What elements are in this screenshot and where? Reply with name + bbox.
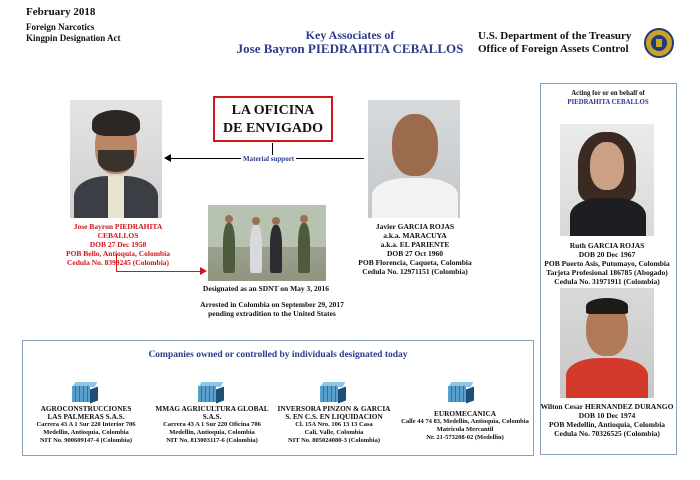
person-dob: DOB 27 Dec 1958 bbox=[89, 240, 147, 249]
date: February 2018 bbox=[26, 6, 96, 18]
figure-head bbox=[225, 215, 233, 223]
title-line-1: Key Associates of bbox=[305, 28, 395, 42]
person-name: Javier GARCIA ROJAS bbox=[375, 222, 455, 231]
company-name: AGROCONSTRUCCIONES bbox=[40, 404, 132, 413]
person-dob: DOB 27 Oct 1960 bbox=[386, 249, 444, 258]
seal-key-icon bbox=[656, 39, 662, 47]
photo-shirt bbox=[108, 176, 124, 218]
company-name: LAS PALMERAS S.A.S. bbox=[47, 412, 125, 421]
person-pob: POB Bello, Antioquia, Colombia bbox=[66, 249, 170, 258]
caption-jose-piedrahita bbox=[54, 222, 182, 267]
on-behalf-caption bbox=[548, 90, 668, 107]
photo-javier-garcia bbox=[368, 100, 460, 218]
company-address: Matricula Mercantil bbox=[436, 426, 494, 433]
arrow-left-icon bbox=[164, 154, 171, 162]
figure-soldier bbox=[298, 223, 310, 273]
person-id: Cedula No. 70326525 (Colombia) bbox=[554, 429, 660, 438]
company-name: MMAG AGRICULTURA GLOBAL S.A.S. bbox=[155, 404, 269, 421]
company-name: EUROMECANICA bbox=[433, 409, 497, 418]
material-support-label: Material support bbox=[243, 155, 295, 163]
company-address: Cali, Valle, Colombia bbox=[304, 429, 364, 436]
company-nit: NIT No. 900609147-4 (Colombia) bbox=[40, 437, 132, 444]
figure-head bbox=[272, 217, 280, 225]
figure-detainee bbox=[250, 225, 262, 273]
person-name: Ruth GARCIA ROJAS bbox=[569, 241, 645, 250]
company-euromecanica bbox=[400, 410, 530, 442]
title-line-2: Jose Bayron PIEDRAHITA CEBALLOS bbox=[236, 41, 464, 56]
person-aka: a.k.a. MARACUYA bbox=[383, 231, 447, 240]
photo-face bbox=[590, 142, 624, 190]
person-pob: POB Medellin, Antioquia, Colombia bbox=[548, 420, 666, 429]
act-name bbox=[26, 22, 166, 44]
company-name: INVERSORA PINZON & GARCIA bbox=[277, 404, 391, 413]
photo-torso bbox=[570, 198, 646, 236]
department-line-1: U.S. Department of the Treasury bbox=[478, 30, 632, 42]
oficina-line-1: LA OFICINA bbox=[231, 103, 315, 118]
photo-wilton-hernandez bbox=[560, 288, 654, 398]
person-dob: DOB 20 Dec 1967 bbox=[578, 250, 636, 259]
figure-head bbox=[300, 215, 308, 223]
building-icon bbox=[72, 382, 98, 402]
act-line-2: Kingpin Designation Act bbox=[26, 33, 121, 43]
arrow-right-icon bbox=[200, 267, 207, 275]
company-agroconstrucciones bbox=[24, 405, 148, 445]
building-icon bbox=[448, 382, 474, 402]
company-nit: NIT No. 813003117-6 (Colombia) bbox=[166, 437, 258, 444]
company-address: Cl. 15A Nro. 106 13 13 Casa bbox=[295, 421, 373, 428]
person-name: Jose Bayron PIEDRAHITA CEBALLOS bbox=[73, 222, 163, 240]
photo-hair bbox=[586, 298, 628, 314]
arrest-note bbox=[192, 300, 352, 318]
on-behalf-line-2: PIEDRAHITA CEBALLOS bbox=[567, 98, 649, 106]
person-id: Tarjeta Profesional 186785 (Abogado) bbox=[546, 268, 668, 277]
person-dob: DOB 10 Dec 1974 bbox=[578, 411, 636, 420]
red-connector-line bbox=[116, 271, 202, 272]
company-nit: NIT No. 805024080-3 (Colombia) bbox=[288, 437, 380, 444]
company-nit: Nr. 21-573208-02 (Medellin) bbox=[426, 434, 504, 441]
arrest-line-1: Arrested in Colombia on September 29, 2017 bbox=[200, 300, 344, 309]
photo-jose-piedrahita bbox=[70, 100, 162, 218]
photo-beard bbox=[98, 150, 134, 172]
act-line-1: Foreign Narcotics bbox=[26, 22, 95, 32]
figure-officer bbox=[270, 225, 282, 273]
person-id: Cedula No. 8399245 (Colombia) bbox=[66, 258, 170, 267]
department-name bbox=[478, 30, 648, 56]
arrest-line-2: pending extradition to the United States bbox=[208, 309, 336, 318]
oficina-line-2: DE ENVIGADO bbox=[223, 121, 323, 136]
photo-arrest bbox=[208, 205, 326, 281]
company-mmag bbox=[150, 405, 274, 445]
page-title bbox=[200, 28, 500, 56]
company-address: Medellin, Antioquia, Colombia bbox=[43, 429, 129, 436]
photo-hair bbox=[92, 110, 140, 136]
company-address: Carrera 43 A 1 Sur 220 Oficina 706 bbox=[163, 421, 261, 428]
on-behalf-line-1: Acting for or on behalf of bbox=[571, 90, 645, 97]
department-line-2: Office of Foreign Assets Control bbox=[478, 43, 629, 55]
building-icon bbox=[320, 382, 346, 402]
companies-title: Companies owned or controlled by individuals designated today bbox=[148, 350, 408, 360]
photo-torso bbox=[372, 178, 458, 218]
person-pob: POB Florencia, Caqueta, Colombia bbox=[358, 258, 472, 267]
photo-face bbox=[392, 114, 438, 176]
person-pob: POB Puerto Asis, Putumayo, Colombia bbox=[544, 259, 670, 268]
caption-ruth-garcia bbox=[540, 241, 674, 286]
company-address: Calle 44 74 83, Medellin, Antioquia, Colombia bbox=[401, 418, 529, 425]
treasury-seal-icon bbox=[644, 28, 674, 58]
person-aka: a.k.a. EL PARIENTE bbox=[380, 240, 450, 249]
company-name: S. EN C.S. EN LIQUIDACION bbox=[285, 412, 383, 421]
person-id: Cedula No. 31971911 (Colombia) bbox=[554, 277, 660, 286]
photo-ruth-garcia bbox=[560, 124, 654, 236]
la-oficina-box bbox=[213, 96, 333, 142]
company-address: Carrera 43 A 1 Sur 220 Interior 706 bbox=[36, 421, 136, 428]
photo-torso bbox=[566, 358, 648, 398]
caption-wilton-hernandez bbox=[540, 402, 674, 438]
caption-javier-garcia bbox=[350, 222, 480, 276]
company-address: Medellin, Antioquia, Colombia bbox=[169, 429, 255, 436]
figure-head bbox=[252, 217, 260, 225]
person-name: Wilton Cesar HERNANDEZ DURANGO bbox=[540, 402, 674, 411]
sdnt-designation: Designated as an SDNT on May 3, 2016 bbox=[202, 284, 330, 293]
person-id: Cedula No. 12971151 (Colombia) bbox=[362, 267, 468, 276]
figure-soldier bbox=[223, 223, 235, 273]
building-icon bbox=[198, 382, 224, 402]
company-inversora bbox=[272, 405, 396, 445]
